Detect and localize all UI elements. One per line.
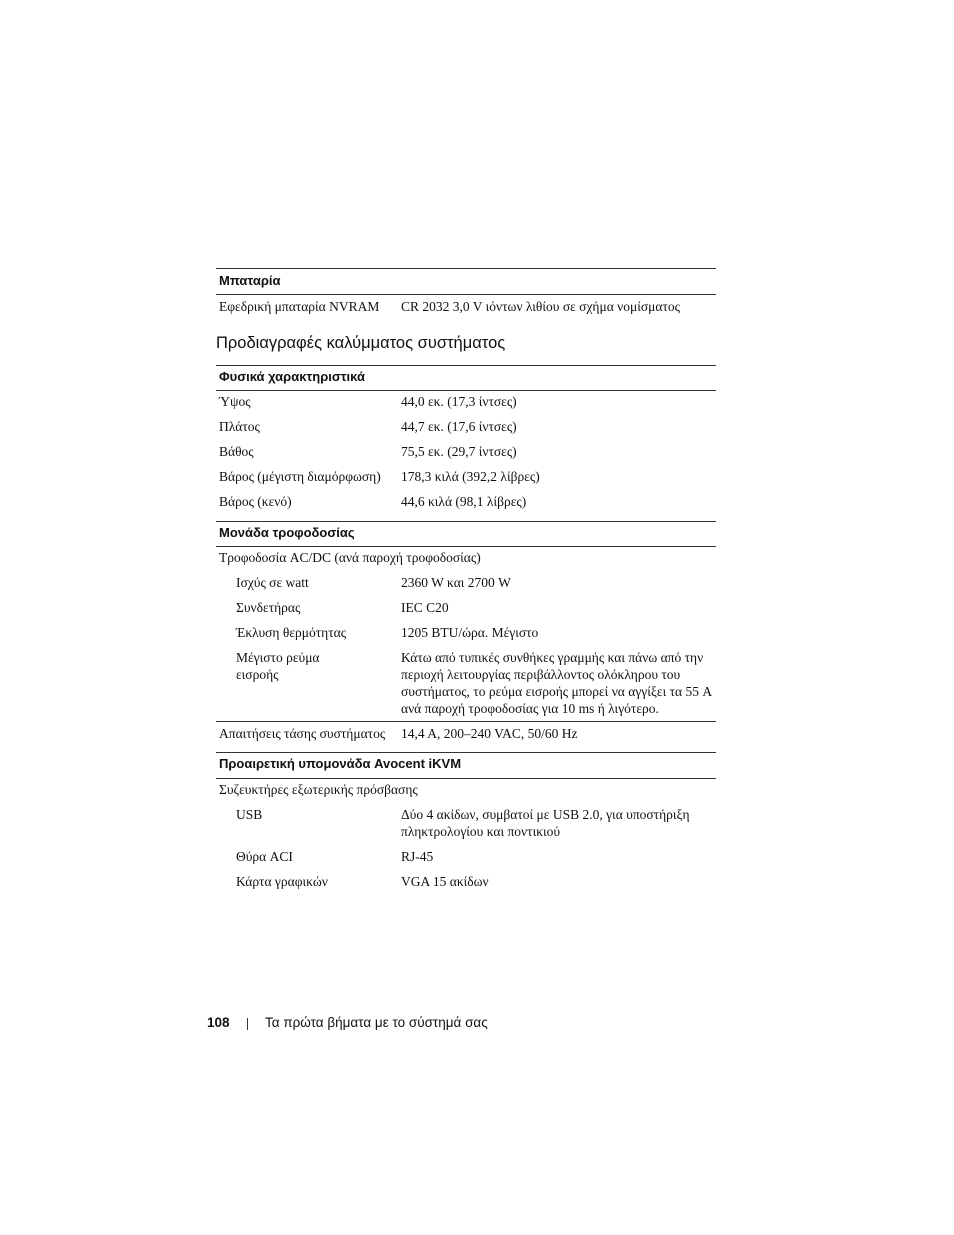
power-voltage-rule (216, 721, 716, 722)
power-wattage-value: 2360 W και 2700 W (401, 575, 511, 590)
ikvm-heading: Προαιρετική υπομονάδα Avocent iKVM (219, 756, 462, 771)
page-title: Προδιαγραφές καλύμματος συστήματος (216, 334, 506, 352)
power-heading-rule (216, 546, 716, 547)
ikvm-aci-label: Θύρα ACI (236, 849, 293, 864)
footer-text: Τα πρώτα βήματα με το σύστημά σας (265, 1015, 488, 1030)
physical-height-label: Ύψος (219, 394, 251, 409)
physical-height-value: 44,0 εκ. (17,3 ίντσες) (401, 394, 517, 409)
ikvm-video-value: VGA 15 ακίδων (401, 874, 489, 889)
power-inrush-label: Μέγιστο ρεύμα εισροής (236, 650, 320, 682)
power-voltage-label: Απαιτήσεις τάσης συστήματος (219, 726, 386, 741)
power-heading: Μονάδα τροφοδοσίας (219, 525, 355, 540)
physical-weight-max-value: 178,3 κιλά (392,2 λίβρες) (401, 469, 540, 484)
ikvm-usb-label: USB (236, 807, 263, 822)
ikvm-group-label: Συζευκτήρες εξωτερικής πρόσβασης (219, 782, 418, 797)
power-inrush-value: Κάτω από τυπικές συνθήκες γραμμής και πάνω από την περιοχή λειτουργίας περιβάλλοντος ολόκληρου του συστήματος, το ρεύμα εισροής μπορεί να αγγίξει τα 55 A ανά παροχή τροφοδοσίας για 10 ms ή λιγότερο. (401, 650, 712, 716)
physical-depth-label: Βάθος (219, 444, 254, 459)
physical-depth-value: 75,5 εκ. (29,7 ίντσες) (401, 444, 517, 459)
physical-weight-max-label: Βάρος (μέγιστη διαμόρφωση) (219, 469, 381, 484)
physical-weight-empty-label: Βάρος (κενό) (219, 494, 292, 509)
power-voltage-value: 14,4 A, 200–240 VAC, 50/60 Hz (401, 726, 578, 741)
power-connector-label: Συνδετήρας (236, 600, 301, 615)
power-group-label: Τροφοδοσία AC/DC (ανά παροχή τροφοδοσίας) (219, 550, 481, 565)
power-table-top-rule (216, 521, 716, 522)
battery-table-top-rule (216, 268, 716, 269)
battery-heading: Μπαταρία (219, 273, 281, 288)
power-heat-value: 1205 BTU/ώρα. Μέγιστο (401, 625, 539, 640)
physical-table-top-rule (216, 365, 716, 366)
power-wattage-label: Ισχύς σε watt (236, 575, 309, 590)
power-heat-label: Έκλυση θερμότητας (236, 625, 347, 640)
physical-heading: Φυσικά χαρακτηριστικά (219, 369, 365, 384)
physical-width-value: 44,7 εκ. (17,6 ίντσες) (401, 419, 517, 434)
page-number: 108 (207, 1015, 230, 1030)
battery-heading-rule (216, 294, 716, 295)
battery-nvram-label: Εφεδρική μπαταρία NVRAM (219, 299, 380, 314)
ikvm-video-label: Κάρτα γραφικών (236, 874, 328, 889)
physical-heading-rule (216, 390, 716, 391)
battery-nvram-value: CR 2032 3,0 V ιόντων λιθίου σε σχήμα νομίσματος (401, 299, 681, 314)
ikvm-aci-value: RJ-45 (401, 849, 434, 864)
ikvm-heading-rule (216, 778, 716, 779)
physical-width-label: Πλάτος (219, 419, 260, 434)
ikvm-usb-value: Δύο 4 ακίδων, συμβατοί με USB 2.0, για υποστήριξη πληκτρολογίου και ποντικιού (401, 807, 690, 839)
ikvm-table-top-rule (216, 752, 716, 753)
footer-separator (247, 1018, 248, 1030)
power-connector-value: IEC C20 (401, 600, 449, 615)
physical-weight-empty-value: 44,6 κιλά (98,1 λίβρες) (401, 494, 527, 509)
